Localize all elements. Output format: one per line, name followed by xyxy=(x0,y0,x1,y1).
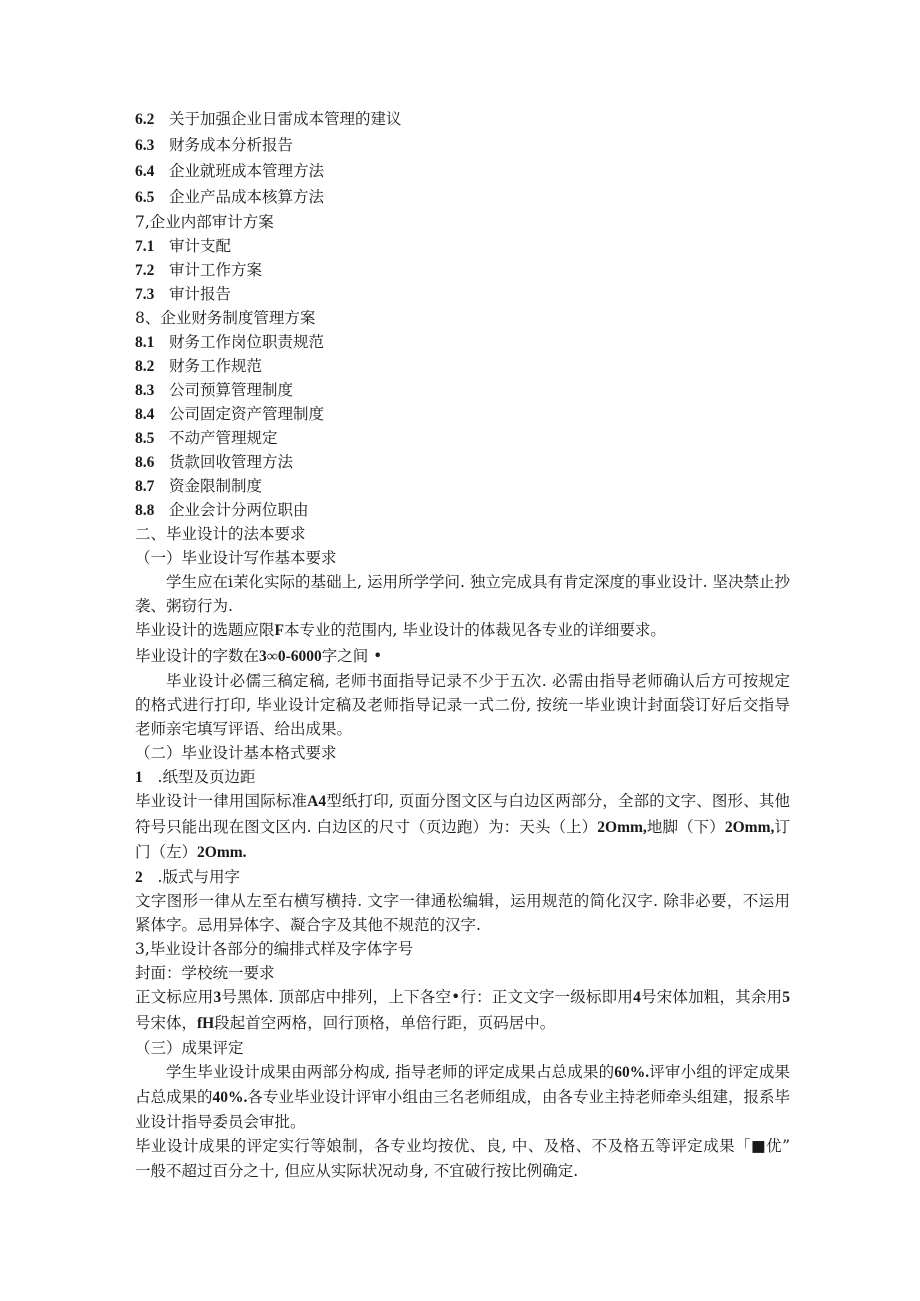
paragraph-drafts: 毕业设计必儒三稿定稿, 老师书面指导记录不少于五次. 必需由指导老师确认后方可按规定的格式进行打印, 毕业设计定稿及老师指导记录一式二份, 按统一毕业谀计封面袋订好后交指导老师亲宅填写评语、给出成果。 xyxy=(135,671,790,739)
toc-item-title: 公司固定资产管理制度 xyxy=(169,405,325,423)
toc-section-6 xyxy=(135,106,790,210)
toc-item-6-3 xyxy=(135,132,790,158)
toc-item-6-5 xyxy=(135,184,790,210)
item-layout-fonts: 3,毕业设计各部分的编排式样及字体字号 xyxy=(135,940,414,959)
toc-item-title: 财务工作岗位职责规范 xyxy=(169,333,325,351)
document-page xyxy=(135,106,790,1183)
toc-item-title: 财务成本分析报告 xyxy=(169,136,294,154)
section-8-heading: 8、企业财务制度管理方案 xyxy=(135,309,316,327)
toc-item-8-8 xyxy=(135,498,790,522)
subheading-format: （二）毕业设计基本格式要求 xyxy=(135,744,337,763)
toc-item-title: 审计支配 xyxy=(169,237,232,255)
toc-item-8-2 xyxy=(135,354,790,378)
toc-item-title: 企业会计分两位职由 xyxy=(169,501,309,519)
subheading-writing: （一）毕业设计写作基本要求 xyxy=(135,549,337,567)
toc-item-title: 审计报告 xyxy=(169,285,232,303)
toc-item-8-4 xyxy=(135,402,790,426)
toc-item-number: 6.3 xyxy=(135,137,155,154)
cover-requirement: 封面：学校统一要求 xyxy=(135,964,275,983)
toc-section-7 xyxy=(135,234,790,306)
toc-item-title: 财务工作规范 xyxy=(169,357,263,375)
paragraph-layout-text: 文字图形一律从左至右横写横持. 文字一律通松编辑，运用规范的简化汉字. 除非必要，不运用紧体字。忌用异体字、凝合字及其他不规范的汉字. xyxy=(135,892,790,935)
paragraph-independent-work: 学生应在i茉化实际的基础上, 运用所学学问. 独立完成具有肯定深度的事业设计. 坚决禁止抄袭、粥窃行为. xyxy=(135,573,790,616)
toc-item-7-1 xyxy=(135,234,790,258)
toc-item-title: 审计工作方案 xyxy=(169,261,263,279)
toc-item-8-7 xyxy=(135,474,790,498)
paragraph-topic-scope: 毕业设计的选题应限F本专业的范围内, 毕业设计的体裁见各专业的详细要求。 xyxy=(135,621,666,640)
toc-item-8-1 xyxy=(135,330,790,354)
toc-item-8-6 xyxy=(135,450,790,474)
toc-item-number: 8.1 xyxy=(135,334,155,351)
toc-item-title: 公司预算管理制度 xyxy=(169,381,294,399)
toc-item-8-5 xyxy=(135,426,790,450)
toc-item-number: 8.2 xyxy=(135,358,155,375)
toc-item-title: 不动产管理规定 xyxy=(169,429,278,447)
toc-item-number: 6.4 xyxy=(135,163,155,180)
paragraph-grade-composition: 学生毕业设计成果由两部分构成, 指导老师的评定成果占总成果的60%.评审小组的评定成果占总成果的40%.各专业毕业设计评审小组由三名老师组成，由各专业主持老师牵头组建，报系毕业设计指导委员会审批。 xyxy=(135,1062,790,1132)
toc-item-title: 企业产品成本核算方法 xyxy=(169,188,325,206)
toc-item-number: 8.5 xyxy=(135,430,155,447)
toc-item-title: 资金限制制度 xyxy=(169,477,263,495)
toc-item-number: 7.3 xyxy=(135,286,155,303)
toc-item-7-2 xyxy=(135,258,790,282)
toc-section-8 xyxy=(135,330,790,522)
item-layout-text: 2 .版式与用字 xyxy=(135,868,240,887)
toc-item-number: 7.2 xyxy=(135,262,155,279)
toc-item-number: 8.4 xyxy=(135,406,155,423)
toc-item-7-3 xyxy=(135,282,790,306)
section-7-heading: 7,企业内部审计方案 xyxy=(135,213,274,231)
item-paper-margins: 1 .纸型及页边距 xyxy=(135,768,256,787)
toc-item-6-4 xyxy=(135,158,790,184)
subheading-evaluation: （三）成果评定 xyxy=(135,1038,244,1057)
toc-item-number: 8.8 xyxy=(135,502,155,519)
toc-item-8-3 xyxy=(135,378,790,402)
toc-item-title: 关于加强企业日雷成本管理的建议 xyxy=(169,110,402,128)
toc-item-number: 6.2 xyxy=(135,111,155,128)
toc-item-number: 7.1 xyxy=(135,238,155,255)
toc-item-number: 8.3 xyxy=(135,382,155,399)
paragraph-grade-levels: 毕业设计成果的评定实行等娘制，各专业均按优、良, 中、及格、不及格五等评定成果「■优” 一般不超过百分之十, 但应从实际状况动身, 不宜破行按比例确定. xyxy=(135,1137,790,1180)
heading-requirements: 二、毕业设计的法本要求 xyxy=(135,525,306,543)
toc-item-title: 货款回收管理方法 xyxy=(169,453,294,471)
paragraph-word-count: 毕业设计的字数在3∞0-6000字之间 • xyxy=(135,646,383,665)
toc-item-number: 8.6 xyxy=(135,454,155,471)
toc-item-number: 8.7 xyxy=(135,478,155,495)
toc-item-title: 企业就班成本管理方法 xyxy=(169,162,325,180)
paragraph-fonts: 正文标应用3号黑体. 顶部店中排列，上下各空•行：正文文字一级标即用4号宋体加粗，其余用5号宋体，fH段起首空两格，回行顶格，单倍行距，页码居中。 xyxy=(135,988,790,1032)
toc-item-6-2 xyxy=(135,106,790,132)
paragraph-paper-margins: 毕业设计一律用国际标准A4型纸打印, 页面分图文区与白边区两部分，全部的文字、图形、其他符号只能出现在图文区内. 白边区的尺寸（页边跑）为：天头（上）2Omm,地脚（下）2Omm,订门（左）2Omm. xyxy=(135,792,790,861)
toc-item-number: 6.5 xyxy=(135,189,155,206)
